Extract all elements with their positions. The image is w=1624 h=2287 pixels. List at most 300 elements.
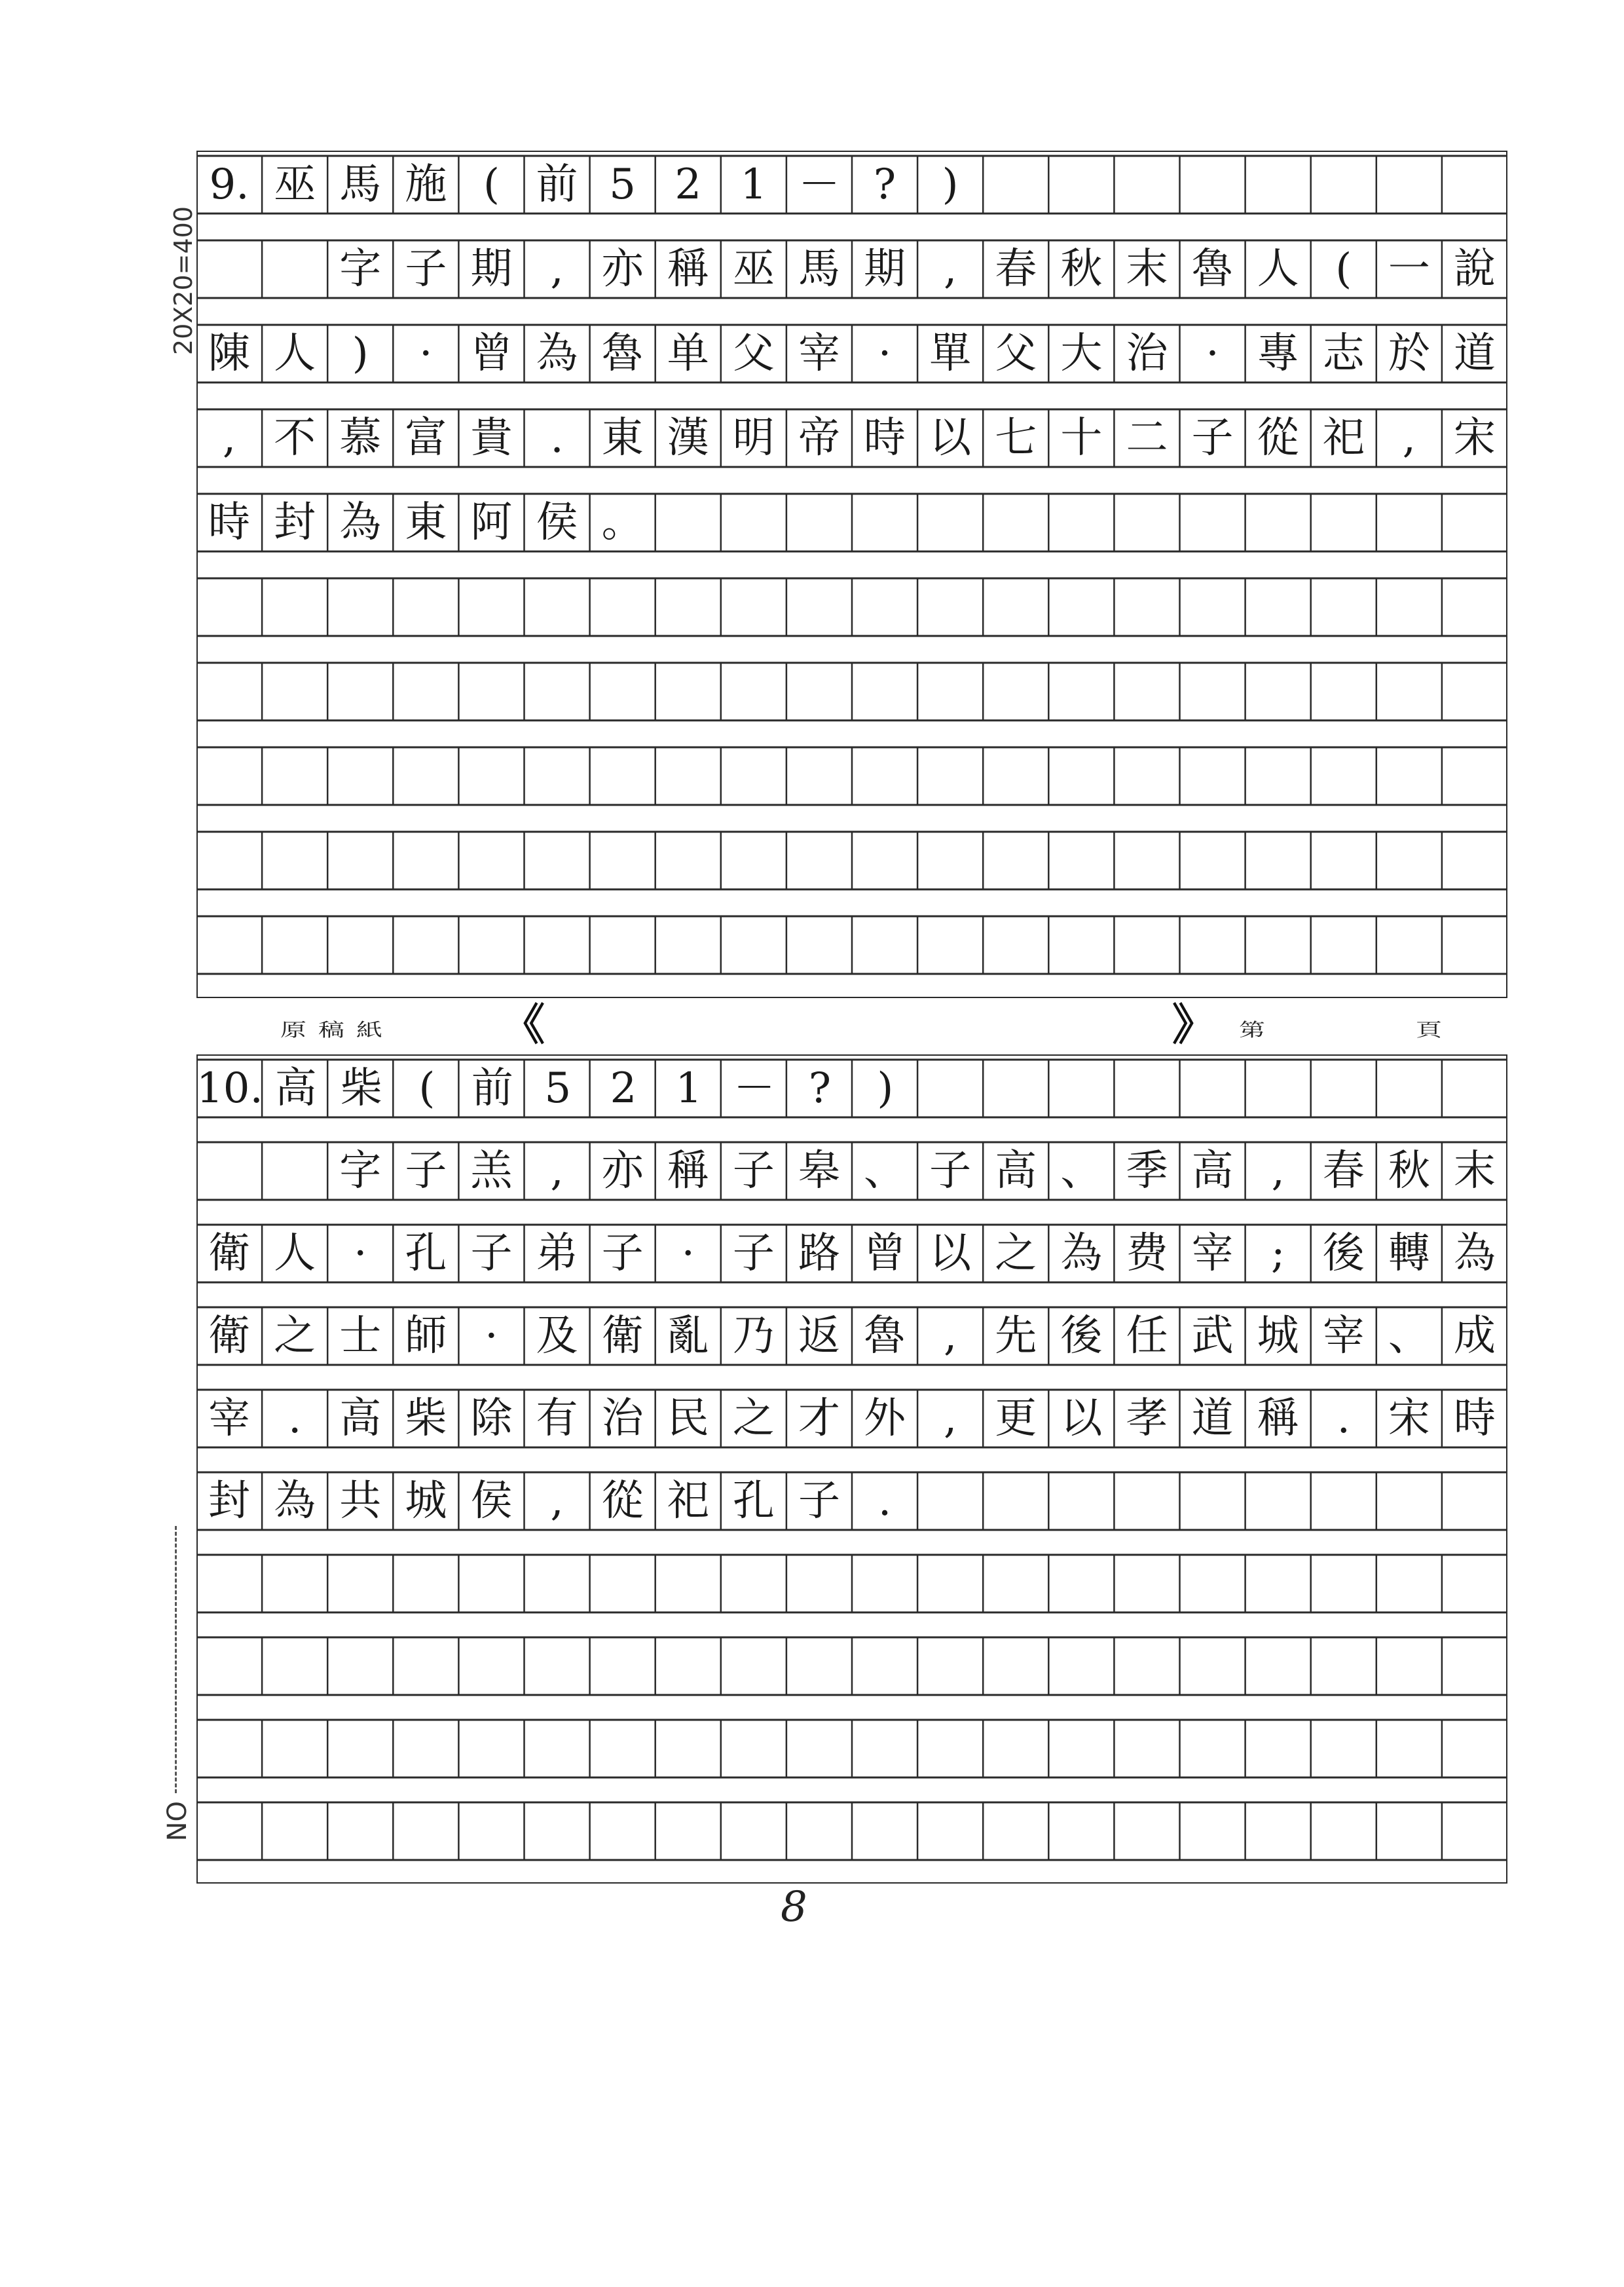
grid-cell: [262, 578, 327, 636]
grid-cell: 才: [798, 1394, 840, 1443]
grid-cell: [1442, 1060, 1507, 1117]
grid-cell: [721, 832, 786, 889]
grid-cell: 祀: [1322, 414, 1365, 462]
grid-cell: [1442, 832, 1507, 889]
grid-cell: 宰: [1322, 1312, 1365, 1360]
grid-cell: [1246, 916, 1311, 974]
grid-cell: (: [1335, 245, 1352, 293]
grid-cell: [917, 1555, 983, 1612]
grid-cell: .: [550, 414, 564, 462]
grid-cell: [1376, 1637, 1442, 1695]
grid-cell: [458, 747, 524, 805]
grid-cell: 孔: [405, 1229, 447, 1278]
grid-cell: [786, 832, 852, 889]
grid-row: [196, 1802, 1507, 1860]
grid-cell: [590, 578, 655, 636]
grid-cell: ,: [222, 414, 236, 462]
grid-cell: [1311, 494, 1376, 551]
grid-cell: [1179, 663, 1245, 720]
grid-cell: [1442, 1720, 1507, 1777]
grid-cell: [196, 1555, 262, 1612]
band-right-label-1: 第: [1239, 1019, 1277, 1041]
grid-cell: [1442, 578, 1507, 636]
grid-row: [196, 1472, 1507, 1530]
grid-cell: [262, 832, 327, 889]
grid-cell: [1179, 1472, 1245, 1530]
grid-cell: 志: [1322, 329, 1365, 378]
grid-cell: [262, 1142, 327, 1200]
grid-row: [196, 1060, 1507, 1117]
grid-cell: [655, 1802, 721, 1860]
grid-cell: 秋: [1060, 245, 1103, 293]
grid-cell: －: [733, 1064, 775, 1113]
grid-cell: 宰: [1191, 1229, 1234, 1278]
grid-cell: 馬: [339, 160, 382, 209]
grid-cell: [1048, 1802, 1114, 1860]
grid-row: [196, 1307, 1507, 1365]
grid-cell: 字: [339, 1147, 382, 1195]
grid-cell: 後: [1322, 1229, 1365, 1278]
grid-cell: [1442, 1472, 1507, 1530]
grid-row: [196, 578, 1507, 636]
grid-cell: [262, 1720, 327, 1777]
grid-cell: [1442, 663, 1507, 720]
grid-cell: [1442, 1637, 1507, 1695]
grid-cell: [1311, 916, 1376, 974]
grid-cell: 二: [1126, 414, 1168, 462]
grid-cell: 1: [675, 1064, 703, 1113]
grid-cell: 5: [609, 160, 636, 209]
grid-cell: [1114, 578, 1179, 636]
grid-cell: [393, 1802, 458, 1860]
grid-cell: [1311, 747, 1376, 805]
band-left-label: 原稿紙: [280, 1019, 394, 1041]
grid-cell: [196, 240, 262, 298]
grid-cell: [721, 916, 786, 974]
grid-cell: 子: [929, 1147, 972, 1195]
grid-cell: ?: [873, 160, 896, 209]
grid-cell: 後: [1060, 1312, 1103, 1360]
grid-cell: 字: [339, 245, 382, 293]
grid-cell: .: [287, 1394, 302, 1443]
grid-cell: 稱: [667, 1147, 709, 1195]
grid-cell: [852, 1802, 917, 1860]
grid-cell: [524, 832, 589, 889]
grid-cell: 稱: [667, 245, 709, 293]
grid-cell: 道: [1191, 1394, 1234, 1443]
grid-cell: 。: [601, 498, 644, 547]
grid-cell: [917, 1637, 983, 1695]
grid-cell: [721, 747, 786, 805]
grid-cell: 曾: [864, 1229, 906, 1278]
grid-cell: [1311, 832, 1376, 889]
grid-cell: 季: [1126, 1147, 1168, 1195]
grid-cell: [1049, 1060, 1115, 1117]
grid-cell: [1246, 1060, 1311, 1117]
grid-cell: 貴: [470, 414, 513, 462]
grid-cell: 任: [1126, 1312, 1168, 1360]
grid-cell: 七: [995, 414, 1037, 462]
grid-cell: [327, 578, 393, 636]
grid-cell: 人: [1257, 245, 1299, 293]
grid-row: [196, 156, 1507, 214]
grid-cell: 羔: [470, 1147, 513, 1195]
grid-cell: [262, 916, 327, 974]
grid-sheet-bottom: [196, 1054, 1507, 1884]
grid-cell: [393, 1637, 458, 1695]
grid-cell: [983, 578, 1048, 636]
grid-cell: 大: [1060, 329, 1103, 378]
grid-cell: [655, 1555, 721, 1612]
grid-cell: [786, 916, 852, 974]
grid-cell: 魯: [601, 329, 644, 378]
grid-cell: 治: [1126, 329, 1168, 378]
grid-cell: [196, 1720, 262, 1777]
grid-cell: 高: [274, 1064, 317, 1113]
grid-cell: [196, 1142, 262, 1200]
grid-cell: [327, 1637, 393, 1695]
grid-cell: 、: [864, 1147, 906, 1195]
grid-cell: [852, 1555, 917, 1612]
grid-cell: [852, 578, 917, 636]
grid-cell: [1311, 578, 1376, 636]
grid-cell: [917, 494, 983, 551]
grid-cell: ·: [681, 1229, 695, 1278]
grid-cell: [983, 1802, 1048, 1860]
grid-cell: [1311, 156, 1376, 214]
grid-cell: 時: [864, 414, 906, 462]
grid-cell: 1: [740, 160, 767, 209]
grid-cell: [983, 1555, 1048, 1612]
grid-cell: ;: [1270, 1229, 1285, 1278]
grid-cell: [1376, 1472, 1442, 1530]
grid-cell: [1246, 832, 1311, 889]
grid-cell: 人: [274, 329, 316, 378]
grid-cell: [1179, 747, 1245, 805]
grid-cell: 子: [1191, 414, 1234, 462]
grid-cell: [327, 916, 393, 974]
grid-cell: 亦: [601, 1147, 644, 1195]
grid-cell: 、: [1060, 1147, 1103, 1195]
grid-cell: [786, 1637, 852, 1695]
grid-cell: [1311, 1637, 1376, 1695]
grid-cell: 9.: [209, 160, 249, 209]
grid-cell: 5: [544, 1064, 572, 1113]
grid-cell: [262, 240, 327, 298]
grid-cell: ,: [1402, 414, 1416, 462]
grid-cell: 及: [536, 1312, 578, 1360]
grid-cell: 之: [732, 1394, 775, 1443]
grid-row: [196, 409, 1507, 467]
grid-cell: [458, 1720, 524, 1777]
grid-row: [196, 916, 1507, 974]
grid-cell: [327, 747, 393, 805]
grid-cell: [983, 1720, 1048, 1777]
grid-cell: 先: [995, 1312, 1037, 1360]
grid-cell: 更: [995, 1394, 1037, 1443]
grid-cell: [524, 663, 589, 720]
grid-cell: (: [483, 160, 500, 209]
grid-row: [196, 1390, 1507, 1447]
grid-cell: [655, 832, 721, 889]
grid-cell: 弟: [536, 1229, 578, 1278]
grid-cell: [655, 494, 721, 551]
grid-cell: [458, 916, 524, 974]
grid-cell: [1376, 832, 1442, 889]
grid-cell: [1048, 156, 1114, 214]
grid-cell: 有: [536, 1394, 578, 1443]
grid-cell: 秋: [1388, 1147, 1430, 1195]
grid-cell: [1115, 1060, 1180, 1117]
grid-cell: 子: [732, 1147, 775, 1195]
grid-cell: [721, 1637, 786, 1695]
grid-cell: [917, 747, 983, 805]
grid-cell: [1048, 663, 1114, 720]
grid-cell: 乃: [732, 1312, 775, 1360]
grid-cell: 亦: [601, 245, 644, 293]
grid-cell: [983, 156, 1048, 214]
grid-sheet-top: [196, 151, 1507, 998]
band-left-bracket: 《: [502, 999, 545, 1050]
grid-cell: [721, 494, 786, 551]
grid-cell: ): [352, 329, 369, 378]
grid-cell: [393, 747, 458, 805]
grid-cell: [1180, 1060, 1246, 1117]
grid-cell: [1048, 1472, 1114, 1530]
grid-cell: 亂: [667, 1312, 709, 1360]
grid-cell: [1114, 916, 1179, 974]
grid-cell: [524, 1637, 589, 1695]
grid-cell: 一: [1388, 245, 1430, 293]
grid-cell: 子: [405, 245, 447, 293]
grid-cell: [983, 663, 1048, 720]
grid-cell: ,: [550, 1147, 564, 1195]
grid-row: [196, 1720, 1507, 1777]
grid-cell: [1376, 663, 1442, 720]
grid-cell: 治: [601, 1394, 644, 1443]
grid-cell: [196, 832, 262, 889]
grid-cell: 之: [274, 1312, 316, 1360]
grid-cell: [655, 747, 721, 805]
grid-cell: 道: [1453, 329, 1496, 378]
grid-cell: [590, 1720, 655, 1777]
grid-cell: [1376, 578, 1442, 636]
grid-cell: [721, 663, 786, 720]
grid-cell: 子: [798, 1477, 840, 1525]
grid-cell: [196, 1802, 262, 1860]
grid-cell: 民: [667, 1394, 709, 1443]
grid-cell: 巫: [732, 245, 775, 293]
grid-cell: 高: [339, 1394, 382, 1443]
grid-cell: [917, 832, 983, 889]
grid-cell: [918, 1060, 984, 1117]
grid-cell: [1376, 156, 1442, 214]
grid-cell: 馬: [798, 245, 840, 293]
grid-cell: [458, 1802, 524, 1860]
grid-cell: ,: [1271, 1147, 1285, 1195]
grid-cell: [1376, 916, 1442, 974]
grid-cell: [262, 1555, 327, 1612]
grid-cell: 富: [405, 414, 447, 462]
grid-cell: [590, 1555, 655, 1612]
grid-cell: 稱: [1257, 1394, 1299, 1443]
grid-cell: 漢: [667, 414, 709, 462]
grid-cell: 衛: [208, 1229, 251, 1278]
grid-cell: [327, 832, 393, 889]
grid-cell: 士: [339, 1312, 382, 1360]
grid-cell: 宋: [1453, 414, 1496, 462]
grid-cell: [1179, 1802, 1245, 1860]
grid-cell: [852, 1637, 917, 1695]
grid-cell: 祀: [667, 1477, 709, 1525]
grid-cell: (: [418, 1064, 435, 1113]
grid-cell: [1246, 747, 1311, 805]
grid-cell: 宰: [208, 1394, 251, 1443]
grid-cell: 路: [798, 1229, 840, 1278]
grid-cell: [786, 663, 852, 720]
grid-cell: 十: [1060, 414, 1103, 462]
grid-cell: [458, 1637, 524, 1695]
grid-cell: 陳: [208, 329, 251, 378]
grid-cell: [458, 1555, 524, 1612]
grid-cell: 阿: [470, 498, 513, 547]
grid-cell: 不: [274, 414, 316, 462]
grid-cell: [590, 747, 655, 805]
grid-cell: [786, 578, 852, 636]
grid-cell: 人: [274, 1229, 316, 1278]
grid-cell: 前: [536, 160, 578, 209]
grid-cell: 明: [732, 414, 775, 462]
grid-cell: 子: [601, 1229, 644, 1278]
grid-cell: ,: [943, 245, 957, 293]
grid-row: [196, 747, 1507, 805]
grid-cell: 子: [470, 1229, 513, 1278]
grid-cell: [1048, 747, 1114, 805]
grid-cell: [590, 832, 655, 889]
grid-cell: [1246, 156, 1311, 214]
grid-cell: 2: [610, 1064, 637, 1113]
grid-cell: [983, 916, 1048, 974]
grid-cell: [393, 916, 458, 974]
page-band: [196, 998, 1507, 1054]
grid-row: [196, 494, 1507, 551]
grid-cell: [1311, 1720, 1376, 1777]
grid-cell: [1179, 1555, 1245, 1612]
grid-cell: 前: [471, 1064, 513, 1113]
grid-cell: 魯: [1191, 245, 1234, 293]
grid-cell: [590, 1637, 655, 1695]
grid-cell: 於: [1388, 329, 1430, 378]
grid-row: [196, 325, 1507, 382]
grid-cell: [262, 1802, 327, 1860]
grid-cell: .: [1337, 1394, 1350, 1443]
grid-cell: [852, 1720, 917, 1777]
grid-cell: [1048, 1637, 1114, 1695]
grid-cell: [458, 663, 524, 720]
grid-cell: 城: [1257, 1312, 1299, 1360]
grid-cell: 封: [274, 498, 316, 547]
grid-cell: 東: [405, 498, 447, 547]
grid-cell: 外: [864, 1394, 906, 1443]
grid-cell: [262, 1637, 327, 1695]
grid-cell: 末: [1453, 1147, 1496, 1195]
grid-cell: [1114, 1720, 1179, 1777]
grid-cell: [1114, 663, 1179, 720]
grid-cell: 期: [470, 245, 513, 293]
grid-cell: 费: [1126, 1229, 1168, 1278]
grid-cell: [1442, 494, 1507, 551]
grid-cell: [590, 663, 655, 720]
grid-cell: [983, 1472, 1048, 1530]
grid-cell: [1311, 663, 1376, 720]
grid-cell: [1442, 156, 1507, 214]
grid-cell: [655, 1637, 721, 1695]
grid-cell: [1179, 832, 1245, 889]
grid-cell: 共: [339, 1477, 382, 1525]
grid-cell: [655, 578, 721, 636]
grid-cell: [1246, 1555, 1311, 1612]
no-label: NO: [162, 1801, 193, 1842]
grid-cell: [1246, 1802, 1311, 1860]
grid-cell: 父: [732, 329, 775, 378]
grid-cell: [1179, 1637, 1245, 1695]
grid-cell: 衛: [208, 1312, 251, 1360]
grid-cell: 為: [536, 329, 578, 378]
grid-cell: [1048, 578, 1114, 636]
grid-cell: 東: [601, 414, 644, 462]
grid-row: [196, 240, 1507, 298]
grid-cell: [917, 663, 983, 720]
grid-cell: ): [877, 1064, 894, 1113]
grid-cell: 從: [1257, 414, 1299, 462]
grid-cell: [1376, 747, 1442, 805]
grid-cell: [786, 494, 852, 551]
grid-cell: [524, 1555, 589, 1612]
grid-cell: [1246, 1720, 1311, 1777]
grid-cell: [1246, 1472, 1311, 1530]
grid-cell: [524, 747, 589, 805]
grid-cell: ): [942, 160, 959, 209]
grid-cell: [196, 747, 262, 805]
grid-cell: 從: [601, 1477, 644, 1525]
grid-cell: 之: [995, 1229, 1037, 1278]
grid-cell: 高: [1191, 1147, 1234, 1195]
grid-cell: 以: [929, 1229, 972, 1278]
grid-cell: 衛: [601, 1312, 644, 1360]
grid-cell: [1442, 1802, 1507, 1860]
grid-cell: [655, 916, 721, 974]
grid-cell: [1179, 916, 1245, 974]
grid-cell: 宰: [798, 329, 840, 378]
grid-cell: [1114, 494, 1179, 551]
grid-row: [196, 832, 1507, 889]
grid-row: [196, 663, 1507, 720]
grid-cell: [984, 1060, 1049, 1117]
grid-cell: 單: [929, 329, 972, 378]
grid-row: [196, 1637, 1507, 1695]
grid-cell: 侯: [536, 498, 578, 547]
grid-cell: 宋: [1388, 1394, 1430, 1443]
grid-cell: 時: [208, 498, 251, 547]
grid-cell: ,: [943, 1312, 957, 1360]
grid-cell: [1114, 832, 1179, 889]
grid-cell: 為: [274, 1477, 316, 1525]
grid-cell: [721, 578, 786, 636]
grid-cell: [1048, 1555, 1114, 1612]
grid-cell: 期: [864, 245, 906, 293]
grid-cell: [1114, 1555, 1179, 1612]
grid-cell: [524, 1802, 589, 1860]
